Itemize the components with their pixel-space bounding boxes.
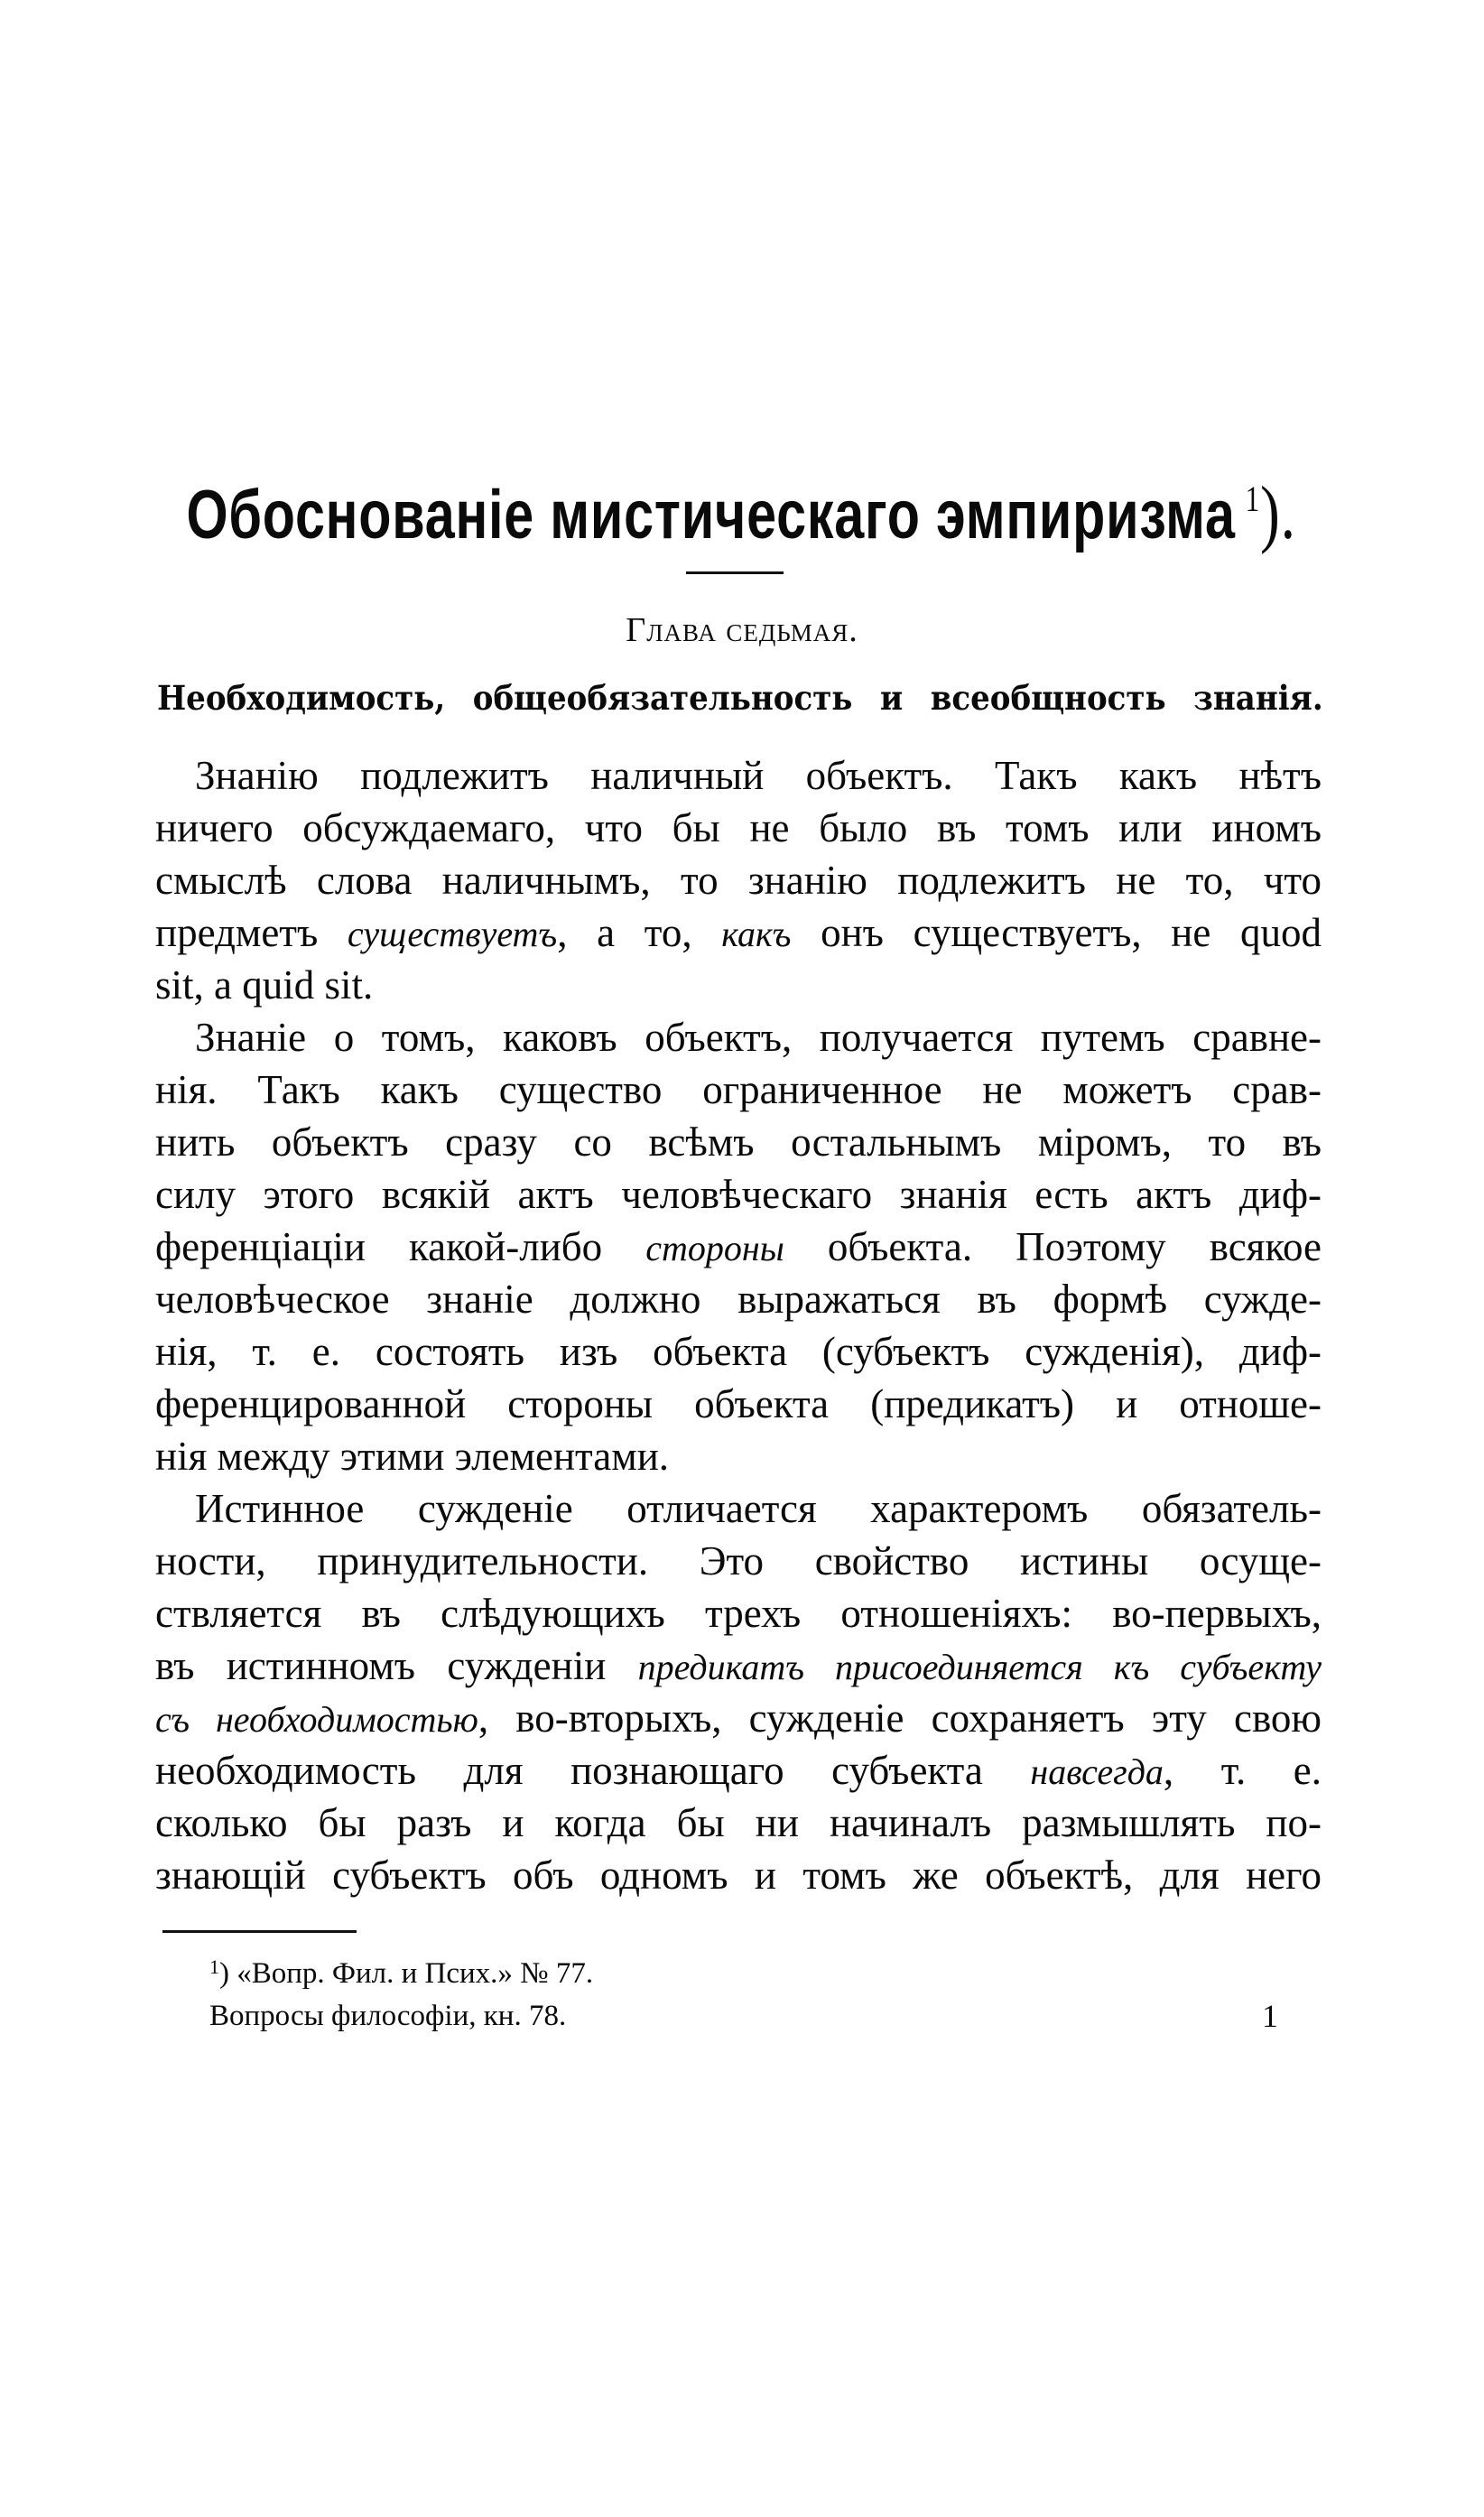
text-segment: ференцированной стороны объекта (предикатъ) и отноше-	[155, 1381, 1322, 1426]
text-segment: предметъ	[155, 910, 348, 955]
text-line	[155, 1378, 1322, 1430]
footnote-divider	[162, 1930, 357, 1933]
text-line	[155, 1116, 1322, 1168]
page-number: 1	[1262, 1998, 1278, 2034]
text-segment: нить объектъ сразу со всѣмъ остальнымъ міромъ, то въ	[155, 1119, 1322, 1165]
text-segment: нія, т. е. состоять изъ объекта (субъектъ сужденія), диф-	[155, 1329, 1322, 1374]
text-line	[155, 1744, 1322, 1797]
text-segment: нія. Такъ какъ существо ограниченное не можетъ срав-	[155, 1067, 1322, 1112]
article-title-text: Обоснованіе мистическаго эмпиризма	[186, 477, 1236, 553]
text-segment: въ истинномъ сужденіи	[155, 1643, 638, 1688]
text-segment: необходимость для познающаго субъекта	[155, 1748, 1031, 1793]
italic-text: какъ	[721, 914, 792, 954]
text-segment: человѣческое знаніе должно выражаться въ формѣ сужде-	[155, 1277, 1322, 1322]
text-segment: онъ существуетъ, не quod	[791, 910, 1322, 955]
footnote	[209, 1946, 593, 1994]
text-segment: Знанію подлежитъ наличный объектъ. Такъ какъ нѣтъ	[195, 753, 1322, 798]
text-line	[155, 1430, 1322, 1482]
italic-text: съ необходимостью	[155, 1699, 478, 1740]
text-segment: нія между этими элементами.	[155, 1434, 670, 1479]
text-line	[155, 1639, 1322, 1692]
text-segment: , а то,	[557, 910, 722, 955]
text-line	[155, 959, 1322, 1011]
footnote-marker: 1	[209, 1955, 219, 1978]
text-line	[155, 1849, 1322, 1901]
text-segment: ференціаціи какой-либо	[155, 1224, 646, 1269]
text-segment: сколько бы разъ и когда бы ни начиналъ размышлять по-	[155, 1800, 1322, 1845]
text-line	[155, 1692, 1322, 1744]
text-line	[195, 1482, 1322, 1535]
text-line	[155, 1221, 1322, 1273]
text-segment: , т. е.	[1163, 1748, 1322, 1793]
text-line	[155, 1063, 1322, 1116]
text-line	[155, 1168, 1322, 1221]
text-line	[155, 802, 1322, 854]
text-line	[155, 1797, 1322, 1849]
text-line	[195, 1011, 1322, 1063]
text-segment: ствляется въ слѣдующихъ трехъ отношеніяхъ: во-первыхъ,	[155, 1591, 1322, 1636]
text-segment: Знаніе о томъ, каковъ объектъ, получается путемъ сравне-	[195, 1015, 1322, 1060]
text-segment: ничего обсуждаемаго, что бы не было въ томъ или иномъ	[155, 805, 1322, 850]
text-line	[155, 1587, 1322, 1639]
text-line	[195, 749, 1322, 802]
italic-text: стороны	[645, 1228, 784, 1268]
text-segment: ности, принудительности. Это свойство истины осуще-	[155, 1538, 1322, 1584]
text-line	[155, 854, 1322, 906]
italic-text: предикатъ присоединяется къ субъекту	[637, 1647, 1322, 1687]
italic-text: навсегда	[1030, 1751, 1164, 1792]
footnote-text: ) «Вопр. Фил. и Псих.» № 77.	[219, 1957, 594, 1990]
text-line	[155, 1273, 1322, 1325]
signature-line: Вопросы философіи, кн. 78.	[209, 2000, 567, 2032]
text-segment: силу этого всякій актъ человѣческаго знанія есть актъ диф-	[155, 1172, 1322, 1217]
italic-text: существуетъ	[347, 914, 558, 954]
text-segment: Истинное сужденіе отличается характеромъ обязатель-	[195, 1486, 1322, 1531]
text-line	[155, 1325, 1322, 1378]
text-segment: sit, a quid sit.	[155, 962, 374, 1008]
text-line	[155, 1535, 1322, 1587]
text-segment: смыслѣ слова наличнымъ, то знанію подлежитъ не то, что	[155, 858, 1322, 903]
text-segment: , во-вторыхъ, сужденіе сохраняетъ эту свою	[478, 1695, 1322, 1741]
title-footnote-marker[interactable]: 1	[1245, 478, 1261, 519]
text-segment: объекта. Поэтому всякое	[784, 1224, 1322, 1269]
article-title	[162, 459, 1320, 556]
title-divider	[686, 571, 784, 574]
text-line	[155, 906, 1322, 959]
section-subheading: Необходимость, общеобязательность и всеобщность знанія.	[157, 678, 1323, 718]
chapter-heading: Глава седьмая.	[626, 611, 858, 649]
text-segment: знающій субъектъ объ одномъ и томъ же объектѣ, для него	[155, 1853, 1322, 1898]
title-tail: ).	[1260, 471, 1296, 555]
